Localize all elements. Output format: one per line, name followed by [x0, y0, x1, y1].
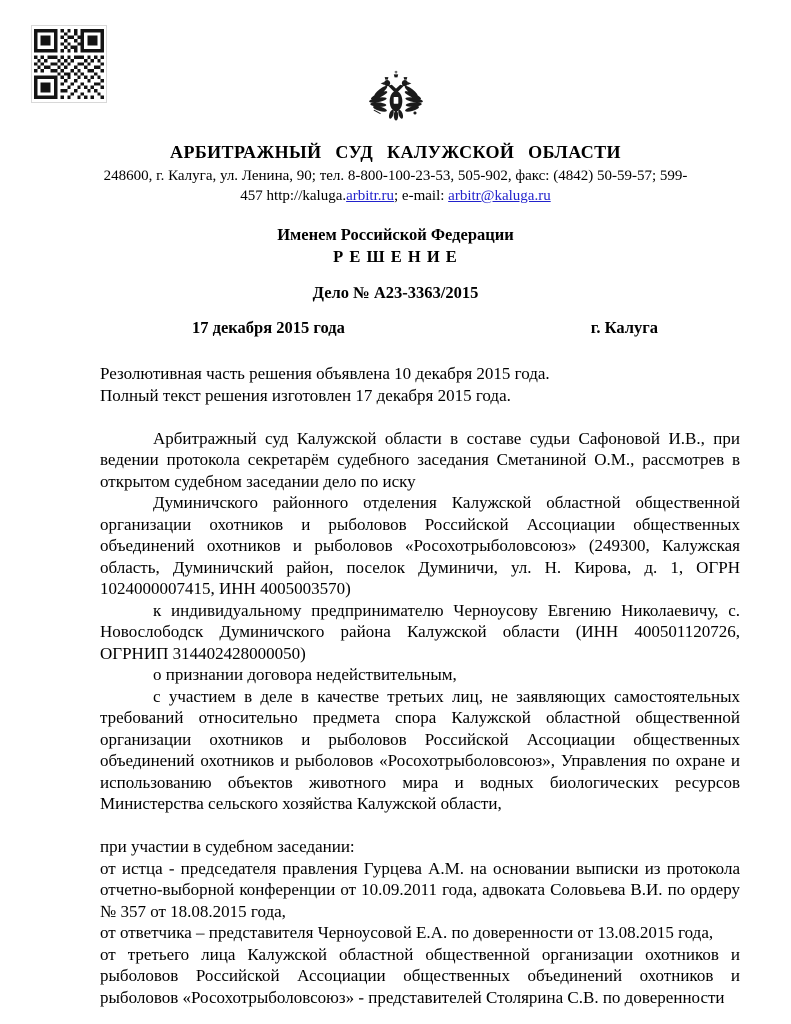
- decision-heading: Р Е Ш Е Н И Е: [333, 247, 458, 266]
- decision-title-block: [0, 225, 791, 303]
- court-composition-paragraph: Арбитражный суд Калужской области в составе судьи Сафоновой И.В., при ведении протокола секретарём судебного заседания Сметаниной О.М., рассмотрев в открытом судебном заседании дело по иску: [100, 428, 740, 491]
- resolutive-part-line: Резолютивная часть решения объявлена 10 декабря 2015 года.: [100, 364, 550, 383]
- address-line-2-prefix: 457 http://kaluga.: [240, 188, 347, 204]
- full-text-line: Полный текст решения изготовлен 17 декабря 2015 года.: [100, 385, 511, 405]
- court-site-link[interactable]: arbitr.ru: [346, 188, 395, 204]
- decision-date: 17 декабря 2015 года: [192, 318, 345, 337]
- decision-body: [100, 363, 740, 1008]
- document-header: [0, 0, 791, 206]
- third-parties-paragraph: с участием в деле в качестве третьих лиц, не заявляющих самостоятельных требований относительно предмета спора Калужской областной общественной организации охотников и рыболовов Российской Ассоциации общественных объединений охотников и рыболовов «Росохотрыболовсоюз», Управления по охране и использованию объектов животного мира и водных биологических ресурсов Министерства сельского хозяйства Калужской области,: [100, 686, 740, 813]
- defendant-paragraph: к индивидуальному предпринимателю Черноусову Евгению Николаевичу, с. Новослободск Думиничского района Калужской области (ИНН 400501120726, ОГРНИП 314402428000050): [100, 600, 740, 663]
- in-the-name-line: Именем Российской Федерации: [277, 225, 514, 244]
- claim-subject-line: о признании договора недействительным,: [153, 665, 457, 684]
- plaintiff-paragraph: Думиничского районного отделения Калужской областной общественной организации охотников и рыболовов Российской Ассоциации общественных объединений охотников и рыболовов «Росохотрыболовсоюз» (249300, Калужская область, Думиничский район, поселок Думиничи, ул. Н. Кирова, д. 1, ОГРН 1024000007415, ИНН 4005003570): [100, 493, 740, 598]
- qr-code-icon: [31, 25, 107, 103]
- court-contact-block: [66, 166, 726, 206]
- third-party-representatives-line: от третьего лица Калужской областной общественной организации охотников и рыболовов Российской Ассоциации общественных объединений охотников и рыболовов «Росохотрыболовсоюз» - представителей Столярина С.В. по доверенности: [100, 944, 740, 1007]
- defendant-representative-line: от ответчика – представителя Черноусовой Е.А. по доверенности от 13.08.2015 года,: [100, 923, 714, 942]
- court-name: АРБИТРАЖНЫЙ СУД КАЛУЖСКОЙ ОБЛАСТИ: [170, 142, 621, 162]
- attendees-heading: при участии в судебном заседании:: [100, 837, 355, 856]
- court-email-link[interactable]: arbitr@kaluga.ru: [448, 188, 551, 204]
- address-line-2-separator: ; e-mail:: [394, 188, 449, 204]
- case-number: Дело № А23-3363/2015: [312, 283, 479, 302]
- coat-of-arms-icon: [369, 70, 423, 132]
- date-city-row: [100, 318, 740, 338]
- address-line-1: 248600, г. Калуга, ул. Ленина, 90; тел. 8-800-100-23-53, 505-902, факс: (4842) 50-59-57; 599-: [103, 168, 688, 184]
- plaintiff-representatives-line: от истца - председателя правления Гурцева А.М. на основании выписки из протокола отчетно-выборной конференции от 10.09.2011 года, адвоката Соловьева В.И. по ордеру № 357 от 18.08.2015 года,: [100, 858, 740, 921]
- decision-city: г. Калуга: [590, 318, 658, 337]
